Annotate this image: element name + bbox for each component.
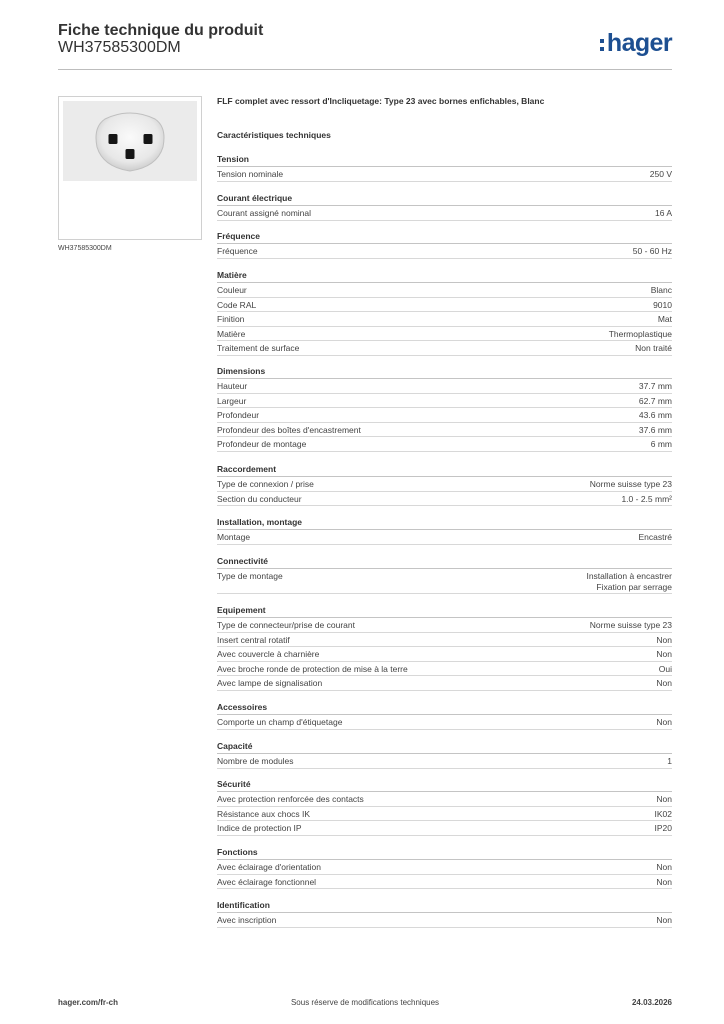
spec-value-line: 1.0 - 2.5 mm² — [621, 493, 672, 504]
spec-value-line: IP20 — [654, 823, 672, 833]
spec-value-line: Thermoplastique — [608, 328, 672, 339]
spec-label: Profondeur de montage — [217, 439, 307, 449]
spec-value — [638, 532, 672, 543]
spec-value — [655, 823, 673, 834]
spec-value — [656, 635, 672, 646]
specs-heading: Caractéristiques techniques — [217, 130, 331, 140]
spec-label: Matière — [217, 328, 246, 339]
product-reference: WH37585300DM — [58, 39, 181, 56]
spec-value — [639, 396, 672, 407]
spec-value-line: Mat — [657, 314, 672, 324]
spec-value-line: Installation à encastrer — [586, 571, 672, 581]
spec-label: Couleur — [217, 285, 247, 295]
spec-value-line: Norme suisse type 23 — [589, 479, 672, 489]
spec-value — [590, 620, 672, 631]
spec-section-title: Courant électrique — [217, 191, 672, 206]
spec-value-line: Encastré — [638, 532, 672, 542]
spec-label: Indice de protection IP — [217, 823, 302, 833]
spec-section — [217, 229, 672, 259]
spec-label: Avec lampe de signalisation — [217, 678, 323, 688]
spec-label: Comporte un champ d'étiquetage — [217, 717, 343, 727]
spec-section-title: Fonctions — [217, 845, 672, 860]
spec-value — [655, 809, 673, 820]
spec-section-title: Equipement — [217, 603, 672, 618]
spec-row — [217, 633, 672, 648]
spec-label: Section du conducteur — [217, 493, 302, 504]
spec-row — [217, 662, 672, 677]
spec-section — [217, 515, 672, 545]
spec-section-title: Accessoires — [217, 700, 672, 715]
spec-value-line: Non — [656, 876, 672, 887]
spec-section-title: Raccordement — [217, 462, 672, 477]
spec-value-line: Non — [656, 649, 672, 659]
spec-section — [217, 603, 672, 691]
spec-value — [667, 756, 672, 767]
spec-row — [217, 327, 672, 342]
spec-value — [656, 794, 672, 805]
spec-label: Type de connecteur/prise de courant — [217, 620, 355, 630]
spec-label: Tension nominale — [217, 169, 284, 179]
spec-section-title: Capacité — [217, 739, 672, 754]
spec-value — [639, 425, 672, 436]
spec-section — [217, 152, 672, 182]
spec-row — [217, 244, 672, 259]
spec-label: Avec protection renforcée des contacts — [217, 794, 364, 804]
spec-label: Avec inscription — [217, 915, 277, 925]
spec-section — [217, 191, 672, 221]
spec-value-line: 43.6 mm — [638, 410, 672, 420]
spec-value-line: Fixation par serrage — [596, 581, 672, 592]
product-image-frame — [58, 96, 202, 240]
spec-row — [217, 408, 672, 423]
spec-row — [217, 913, 672, 928]
spec-row — [217, 618, 672, 633]
spec-label: Fréquence — [217, 246, 258, 256]
spec-section — [217, 554, 672, 594]
footer-notice: Sous réserve de modifications techniques — [290, 998, 440, 1007]
spec-section — [217, 739, 672, 769]
spec-value-line: 6 mm — [650, 439, 672, 449]
spec-label: Profondeur des boîtes d'encastrement — [217, 424, 361, 435]
spec-value — [656, 717, 672, 728]
spec-label: Avec broche ronde de protection de mise à la terre — [217, 663, 408, 674]
spec-value — [653, 300, 672, 311]
spec-label: Hauteur — [217, 381, 248, 391]
spec-row — [217, 715, 672, 730]
spec-value — [590, 479, 672, 490]
spec-row — [217, 754, 672, 769]
spec-value — [586, 571, 672, 592]
logo-text: hager — [606, 29, 672, 57]
spec-section — [217, 268, 672, 356]
spec-value — [633, 246, 672, 257]
logo-colon-icon — [600, 39, 604, 53]
spec-label: Montage — [217, 532, 251, 542]
spec-value-line: Non — [656, 794, 672, 804]
spec-section — [217, 777, 672, 836]
spec-value — [658, 314, 672, 325]
spec-label: Avec éclairage d'orientation — [217, 862, 322, 872]
spec-value-line: 62.7 mm — [638, 395, 672, 406]
spec-value-line: IK02 — [654, 808, 672, 819]
hager-logo — [607, 29, 672, 58]
swiss-socket-type-23-icon — [63, 101, 197, 181]
spec-row — [217, 647, 672, 662]
spec-row — [217, 283, 672, 298]
spec-section-title: Identification — [217, 898, 672, 913]
spec-row — [217, 394, 672, 409]
spec-label: Courant assigné nominal — [217, 208, 312, 218]
spec-row — [217, 530, 672, 545]
spec-value — [656, 862, 672, 873]
spec-section-title: Sécurité — [217, 777, 672, 792]
spec-section — [217, 462, 672, 506]
spec-value — [656, 678, 672, 689]
spec-value-line: 16 A — [654, 208, 672, 218]
spec-row — [217, 807, 672, 822]
spec-value-line: Non — [656, 634, 672, 645]
spec-value-line: 37.6 mm — [638, 424, 672, 435]
spec-value-line: 1 — [667, 756, 672, 766]
spec-row — [217, 437, 672, 452]
spec-value — [659, 664, 672, 675]
spec-value-line: Norme suisse type 23 — [589, 620, 672, 630]
spec-value — [621, 494, 672, 505]
spec-value-line: 50 - 60 Hz — [632, 246, 672, 256]
spec-label: Type de connexion / prise — [217, 479, 314, 489]
product-description: FLF complet avec ressort d'Incliquetage: Type 23 avec bornes enfichables, Blanc — [217, 96, 545, 106]
spec-value-line: Oui — [658, 663, 672, 674]
spec-value — [656, 877, 672, 888]
spec-label: Type de montage — [217, 571, 283, 581]
spec-row — [217, 423, 672, 438]
spec-section — [217, 700, 672, 730]
spec-label: Avec éclairage fonctionnel — [217, 876, 317, 887]
spec-row — [217, 875, 672, 890]
spec-row — [217, 792, 672, 807]
spec-section — [217, 898, 672, 928]
spec-row — [217, 477, 672, 492]
document-title: Fiche technique du produit — [58, 22, 264, 39]
spec-value — [656, 915, 672, 926]
spec-value-line: Non — [656, 915, 672, 925]
spec-section-title: Dimensions — [217, 364, 672, 379]
spec-value-line: Non — [656, 862, 672, 872]
spec-value — [651, 439, 672, 450]
spec-label: Largeur — [217, 395, 247, 406]
spec-section-title: Connectivité — [217, 554, 672, 569]
spec-label: Insert central rotatif — [217, 634, 290, 645]
spec-label: Avec couvercle à charnière — [217, 649, 320, 659]
spec-value — [639, 410, 672, 421]
spec-row — [217, 167, 672, 182]
spec-section-title: Fréquence — [217, 229, 672, 244]
spec-row — [217, 821, 672, 836]
page-footer — [58, 998, 672, 1010]
spec-label: Profondeur — [217, 410, 260, 420]
spec-row — [217, 379, 672, 394]
spec-row — [217, 492, 672, 507]
spec-row — [217, 341, 672, 356]
footer-website: hager.com/fr-ch — [58, 998, 119, 1007]
spec-section-title: Installation, montage — [217, 515, 672, 530]
spec-row — [217, 569, 672, 594]
product-image-caption: WH37585300DM — [58, 245, 112, 252]
spec-value — [651, 285, 672, 296]
spec-row — [217, 312, 672, 327]
spec-value-line: Blanc — [650, 285, 672, 295]
spec-value-line: Non — [656, 717, 672, 727]
spec-label: Code RAL — [217, 299, 257, 310]
spec-value — [639, 381, 672, 392]
spec-section — [217, 845, 672, 889]
spec-row — [217, 206, 672, 221]
spec-value — [609, 329, 672, 340]
spec-value — [650, 169, 672, 180]
spec-label: Nombre de modules — [217, 756, 294, 766]
spec-value — [655, 208, 672, 219]
spec-value — [656, 649, 672, 660]
spec-row — [217, 860, 672, 875]
spec-value-line: 9010 — [653, 299, 672, 310]
product-image — [63, 101, 197, 181]
spec-section-title: Tension — [217, 152, 672, 167]
spec-value-line: 250 V — [649, 169, 672, 179]
spec-label: Traitement de surface — [217, 343, 300, 353]
spec-value-line: 37.7 mm — [638, 381, 672, 391]
spec-label: Finition — [217, 314, 245, 324]
spec-value-line: Non — [656, 678, 672, 688]
spec-label: Résistance aux chocs IK — [217, 808, 311, 819]
spec-section — [217, 364, 672, 452]
spec-section-title: Matière — [217, 268, 672, 283]
spec-row — [217, 676, 672, 691]
page-header — [58, 22, 672, 70]
spec-value-line: Non traité — [635, 343, 672, 353]
spec-value — [635, 343, 672, 354]
spec-row — [217, 298, 672, 313]
footer-date: 24.03.2026 — [631, 998, 672, 1007]
